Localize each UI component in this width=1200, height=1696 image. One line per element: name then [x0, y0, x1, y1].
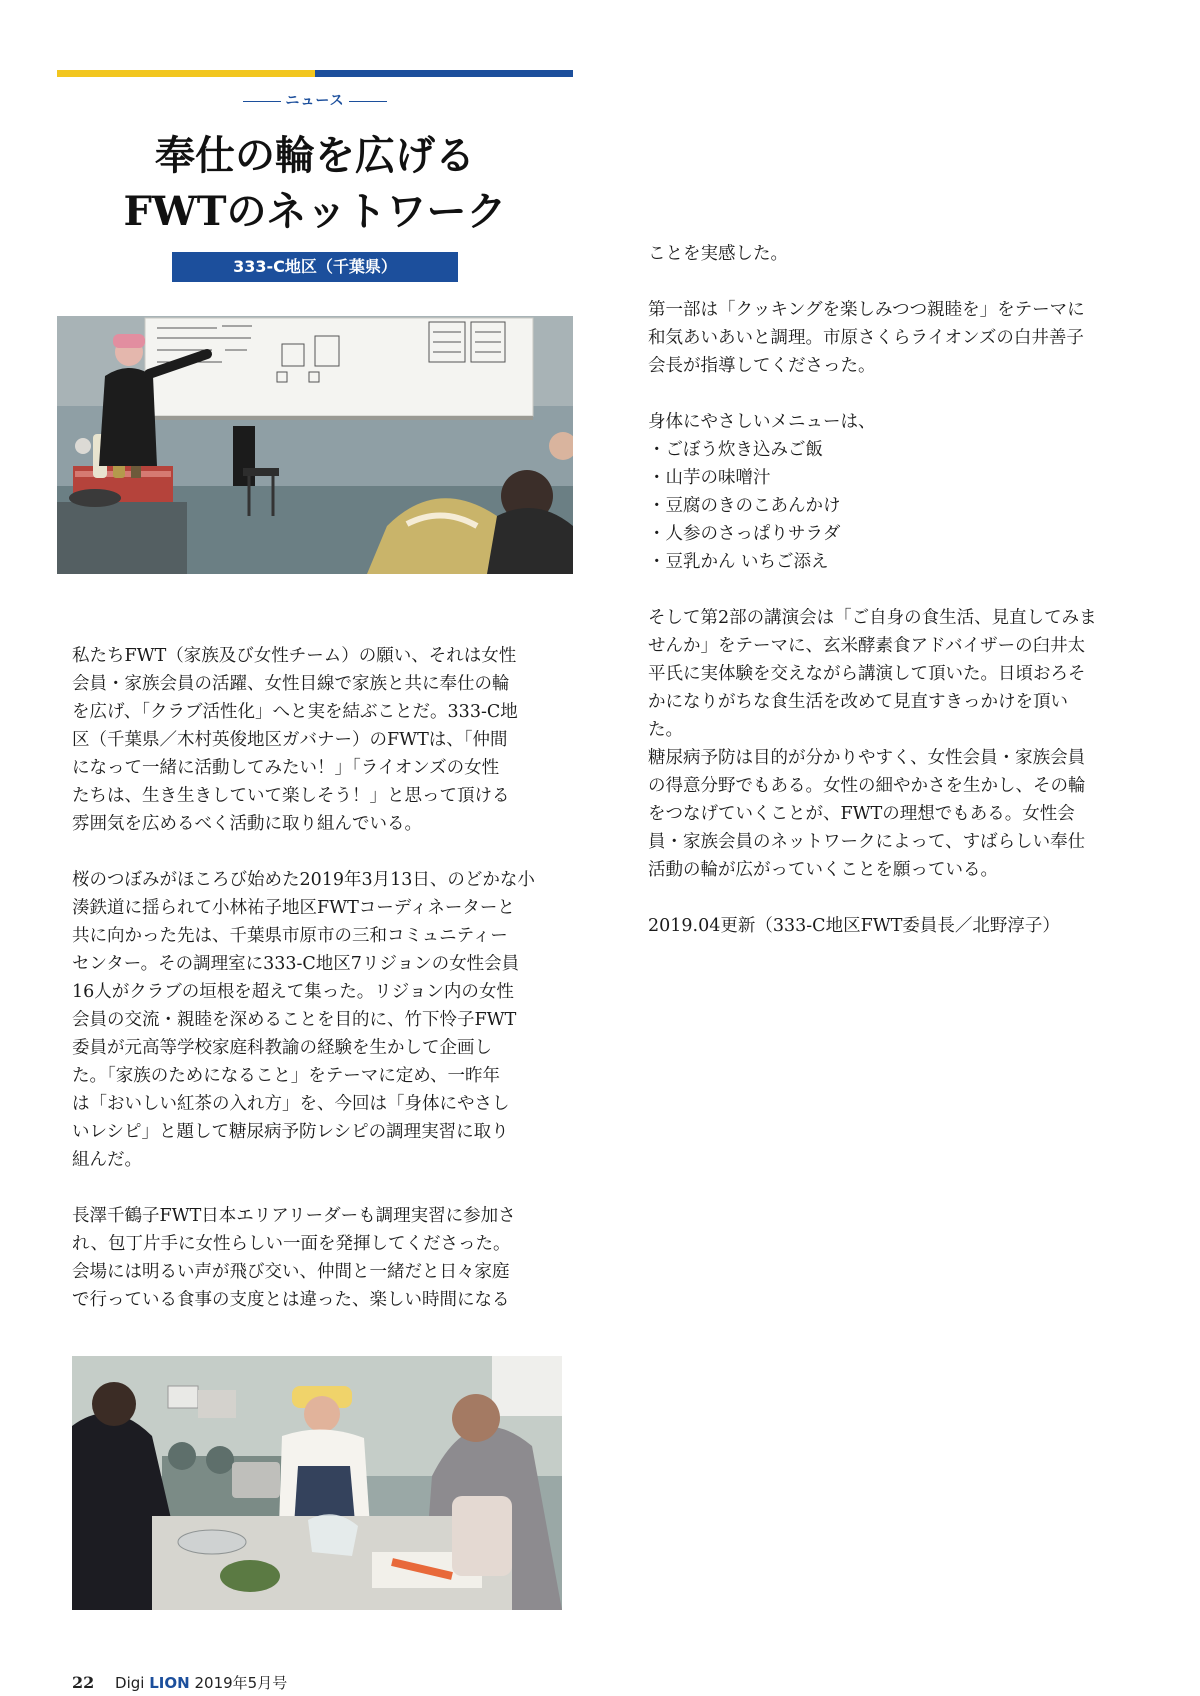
- section-label-rule-left: [243, 101, 281, 102]
- issue-label: 2019年5月号: [194, 1674, 288, 1692]
- page-number: 22: [72, 1673, 95, 1692]
- page-footer: [72, 1672, 287, 1693]
- magazine-prefix: Digi: [115, 1674, 145, 1692]
- header-bar-blue: [315, 70, 573, 77]
- photo-classroom-lecture: [57, 316, 573, 574]
- article-title-line2: FWTのネットワーク: [123, 188, 507, 235]
- header-color-bar: [57, 70, 573, 77]
- section-label-text: ニュース: [285, 93, 345, 109]
- header-bar-yellow: [57, 70, 315, 77]
- left-paragraph-2: 桜のつぼみがほころび始めた2019年3月13日、のどかな小 湊鉄道に揺られて小林祐子地区FWTコーディネーターと 共に向かった先は、千葉県市原市の三和コミュニティー センター。その調理室に333-C地区7リジョンの女性会員 16人がクラブの垣根を超えて集った。リジョン内の女性 会員の交流・親睦を深めることを目的に、竹下怜子FWT 委員が元高等学校家庭科教諭の経験を生かして企画し た。「家族のためになること」をテーマに定め、一昨年 は「おいしい紅茶の入れ方」を、今回は「身体にやさし いレシピ」と題して糖尿病予防レシピの調理実習に取り 組んだ。: [72, 870, 535, 1170]
- left-paragraph-3: 長澤千鶴子FWT日本エリアリーダーも調理実習に参加さ れ、包丁片手に女性らしい一面を発揮してくださった。 会場には明るい声が飛び交い、仲間と一緒だと日々家庭 で行っている食事の支度とは違った、楽しい時間になる: [72, 1206, 516, 1310]
- section-label-rule-right: [349, 101, 387, 102]
- article-title-line1: 奉仕の輪を広げる: [155, 132, 475, 179]
- right-paragraph-1: ことを実感した。: [648, 244, 788, 264]
- left-paragraph-1: 私たちFWT（家族及び女性チーム）の願い、それは女性 会員・家族会員の活躍、女性目線で家族と共に奉仕の輪 を広げ、「クラブ活性化」へと実を結ぶことだ。333-C地 区（千葉県／木村英俊地区ガバナー）のFWTは、「仲間 になって一緒に活動してみたい！」「ライオンズの女性 たちは、生き生きしていて楽しそう！」と思って頂ける 雰囲気を広めるべく活動に取り組んでいる。: [72, 646, 518, 834]
- menu-intro: 身体にやさしいメニューは、: [648, 412, 876, 432]
- right-paragraph-2: 第一部は「クッキングを楽しみつつ親睦を」をテーマに 和気あいあいと調理。市原さくらライオンズの白井善子 会長が指導してくださった。: [648, 300, 1085, 376]
- menu-item: ・人参のさっぱりサラダ: [648, 524, 841, 544]
- photo-cooking-session: [72, 1356, 562, 1610]
- update-note: 2019.04更新（333-C地区FWT委員長／北野淳子）: [648, 916, 1060, 936]
- menu-item: ・山芋の味噌汁: [648, 468, 771, 488]
- article-title: [57, 128, 573, 240]
- menu-item: ・豆乳かん いちご添え: [648, 552, 829, 572]
- right-column: [648, 240, 1138, 940]
- district-badge: 333-C地区（千葉県）: [172, 252, 458, 282]
- left-column: [72, 642, 568, 1314]
- right-paragraph-3: そして第2部の講演会は「ご自身の食生活、見直してみま せんか」をテーマに、玄米酵素食アドバイザーの臼井太 平氏に実体験を交えながら講演して頂いた。日頃おろそ かになりがちな食生活を改めて見直すきっかけを頂い た。 糖尿病予防は目的が分かりやすく、女性会員・家族会員 の得意分野でもある。女性の細やかさを生かし、その輪 をつなげていくことが、FWTの理想でもある。女性会 員・家族会員のネットワークによって、すばらしい奉仕 活動の輪が広がっていくことを願っている。: [648, 608, 1097, 880]
- magazine-name: LION: [149, 1674, 190, 1692]
- menu-item: ・豆腐のきのこあんかけ: [648, 496, 841, 516]
- menu-item: ・ごぼう炊き込みご飯: [648, 440, 823, 460]
- section-label: [57, 90, 573, 110]
